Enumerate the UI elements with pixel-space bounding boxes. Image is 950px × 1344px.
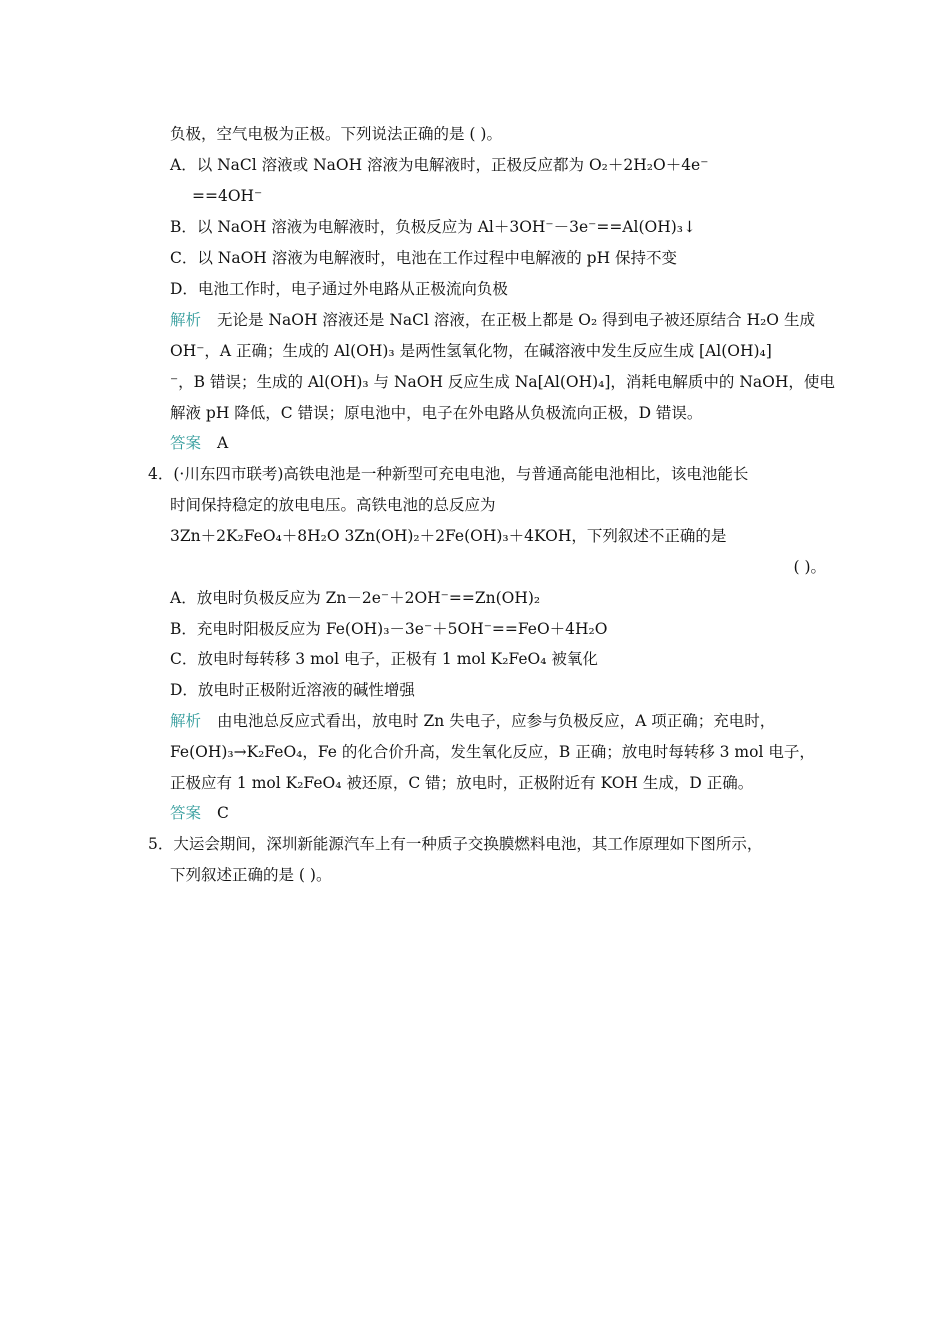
option-b: B．充电时阳极反应为 Fe(OH)₃－3e⁻＋5OH⁻==FeO＋4H₂O: [170, 620, 608, 638]
answer-3: 答案 A: [170, 434, 229, 452]
analysis-3-line-3: ⁻，B 错误；生成的 Al(OH)₃ 与 NaOH 反应生成 Na[Al(OH)₄]，消耗电解质中的 NaOH，使电: [170, 373, 835, 391]
option-a: A．放电时负极反应为 Zn－2e⁻＋2OH⁻==Zn(OH)₂: [170, 589, 541, 607]
answer-4: 答案 C: [170, 804, 229, 822]
question-5-stem-2: 下列叙述正确的是 ( )。: [170, 866, 332, 884]
answer-blank: ( )。: [793, 558, 826, 576]
question-4-stem-2: 时间保持稳定的放电电压。高铁电池的总反应为: [170, 496, 496, 514]
analysis-4-line-1: 解析 由电池总反应式看出，放电时 Zn 失电子，应参与负极反应，A 项正确；充电时，: [170, 712, 776, 730]
option-c: C．以 NaOH 溶液为电解液时，电池在工作过程中电解液的 pH 保持不变: [170, 249, 678, 267]
question-4-reaction: 3Zn＋2K₂FeO₄＋8H₂O 3Zn(OH)₂＋2Fe(OH)₃＋4KOH，下列叙述不正确的是: [170, 527, 727, 545]
question-4-stem: 4．(·川东四市联考)高铁电池是一种新型可充电电池，与普通高能电池相比，该电池能长: [148, 465, 749, 483]
analysis-label: 解析: [170, 712, 202, 730]
analysis-3-line-4: 解液 pH 降低，C 错误；原电池中，电子在外电路从负极流向正极，D 错误。: [170, 404, 703, 422]
analysis-3-line-1: 解析 无论是 NaOH 溶液还是 NaCl 溶液，在正极上都是 O₂ 得到电子被还原结合 H₂O 生成: [170, 311, 815, 329]
option-a-continued: ==4OH⁻: [192, 187, 263, 205]
option-c: C．放电时每转移 3 mol 电子，正极有 1 mol K₂FeO₄ 被氧化: [170, 650, 598, 668]
analysis-4-line-3: 正极应有 1 mol K₂FeO₄ 被还原，C 错；放电时，正极附近有 KOH 生成，D 正确。: [170, 774, 754, 792]
option-d: D．放电时正极附近溶液的碱性增强: [170, 681, 415, 699]
question-3-stem-end: 负极，空气电极为正极。下列说法正确的是 ( )。: [170, 125, 502, 143]
option-b: B．以 NaOH 溶液为电解液时，负极反应为 Al＋3OH⁻－3e⁻==Al(OH)₃↓: [170, 218, 696, 236]
answer-label: 答案: [170, 434, 202, 452]
question-5-stem: 5．大运会期间，深圳新能源汽车上有一种质子交换膜燃料电池，其工作原理如下图所示，: [148, 835, 763, 853]
analysis-3-line-2: OH⁻，A 正确；生成的 Al(OH)₃ 是两性氢氧化物，在碱溶液中发生反应生成 [Al(OH)₄]: [170, 342, 772, 360]
option-d: D．电池工作时，电子通过外电路从正极流向负极: [170, 280, 508, 298]
option-a: A．以 NaCl 溶液或 NaOH 溶液为电解液时，正极反应都为 O₂＋2H₂O＋4e⁻: [170, 156, 709, 174]
analysis-4-line-2: Fe(OH)₃→K₂FeO₄，Fe 的化合价升高，发生氧化反应，B 正确；放电时每转移 3 mol 电子，: [170, 743, 815, 761]
analysis-label: 解析: [170, 311, 202, 329]
answer-label: 答案: [170, 804, 202, 822]
